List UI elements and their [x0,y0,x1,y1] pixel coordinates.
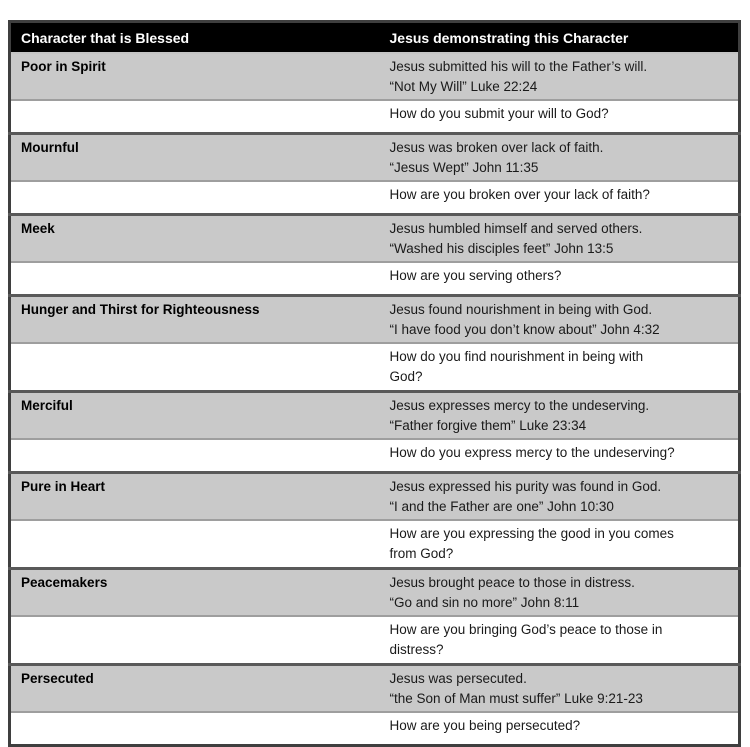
table-row-statement [10,296,740,344]
statement-line: Jesus found nourishment in being with God. [389,302,653,317]
table-row-question [10,181,740,215]
statement-cell [380,569,740,617]
table-row-statement [10,473,740,521]
empty-cell [10,616,380,665]
empty-cell [10,712,380,746]
empty-cell [10,520,380,569]
quote-line: “Washed his disciples feet” John 13:5 [389,241,614,256]
quote-line: “I and the Father are one” John 10:30 [389,499,614,514]
question-cell [380,712,740,746]
table-row-statement [10,53,740,100]
character-cell: Persecuted [10,665,380,713]
empty-cell [10,262,380,296]
question-line: How are you being persecuted? [389,718,581,733]
statement-cell [380,665,740,713]
table-row-question [10,439,740,473]
table-header-row [10,22,740,54]
table-row-question [10,262,740,296]
question-line: How are you serving others? [389,268,562,283]
statement-cell [380,53,740,100]
question-line: distress? [389,642,444,657]
quote-line: “Go and sin no more” John 8:11 [389,595,580,610]
statement-cell [380,473,740,521]
character-cell: Meek [10,215,380,263]
statement-cell [380,134,740,182]
character-cell: Pure in Heart [10,473,380,521]
question-line: from God? [389,546,454,561]
statement-line: Jesus was broken over lack of faith. [389,140,604,155]
quote-line: “Jesus Wept” John 11:35 [389,160,539,175]
table-row-question [10,616,740,665]
question-cell [380,181,740,215]
quote-line: “I have food you don’t know about” John 4:32 [389,322,660,337]
table-row-statement [10,569,740,617]
empty-cell [10,100,380,134]
question-line: How do you submit your will to God? [389,106,609,121]
quote-line: “Father forgive them” Luke 23:34 [389,418,587,433]
question-line: How are you bringing God’s peace to those in [389,622,663,637]
header-cell-character: Character that is Blessed [10,22,380,54]
empty-cell [10,343,380,392]
character-cell: Merciful [10,392,380,440]
character-cell: Hunger and Thirst for Righteousness [10,296,380,344]
table-row-statement [10,134,740,182]
statement-line: Jesus expresses mercy to the undeserving. [389,398,650,413]
statement-line: Jesus submitted his will to the Father’s will. [389,59,648,74]
question-cell [380,343,740,392]
character-cell: Mournful [10,134,380,182]
statement-cell [380,296,740,344]
statement-line: Jesus was persecuted. [389,671,527,686]
table-row-statement [10,215,740,263]
question-line: God? [389,369,423,384]
quote-line: “Not My Will” Luke 22:24 [389,79,538,94]
question-line: How are you broken over your lack of faith? [389,187,650,202]
table-row-statement [10,665,740,713]
question-cell [380,262,740,296]
question-line: How are you expressing the good in you comes [389,526,674,541]
statement-cell [380,215,740,263]
blessed-character-table [8,20,741,747]
question-cell [380,520,740,569]
character-cell: Poor in Spirit [10,53,380,100]
question-line: How do you find nourishment in being with [389,349,644,364]
question-cell [380,439,740,473]
header-cell-jesus: Jesus demonstrating this Character [380,22,740,54]
table-row-question [10,520,740,569]
table-row-question [10,343,740,392]
question-cell [380,100,740,134]
question-cell [380,616,740,665]
statement-cell [380,392,740,440]
empty-cell [10,439,380,473]
quote-line: “the Son of Man must suffer” Luke 9:21-23 [389,691,643,706]
table-row-statement [10,392,740,440]
table-row-question [10,712,740,746]
statement-line: Jesus expressed his purity was found in God. [389,479,662,494]
table-row-question [10,100,740,134]
statement-line: Jesus brought peace to those in distress. [389,575,635,590]
character-cell: Peacemakers [10,569,380,617]
empty-cell [10,181,380,215]
question-line: How do you express mercy to the undeserving? [389,445,675,460]
statement-line: Jesus humbled himself and served others. [389,221,643,236]
